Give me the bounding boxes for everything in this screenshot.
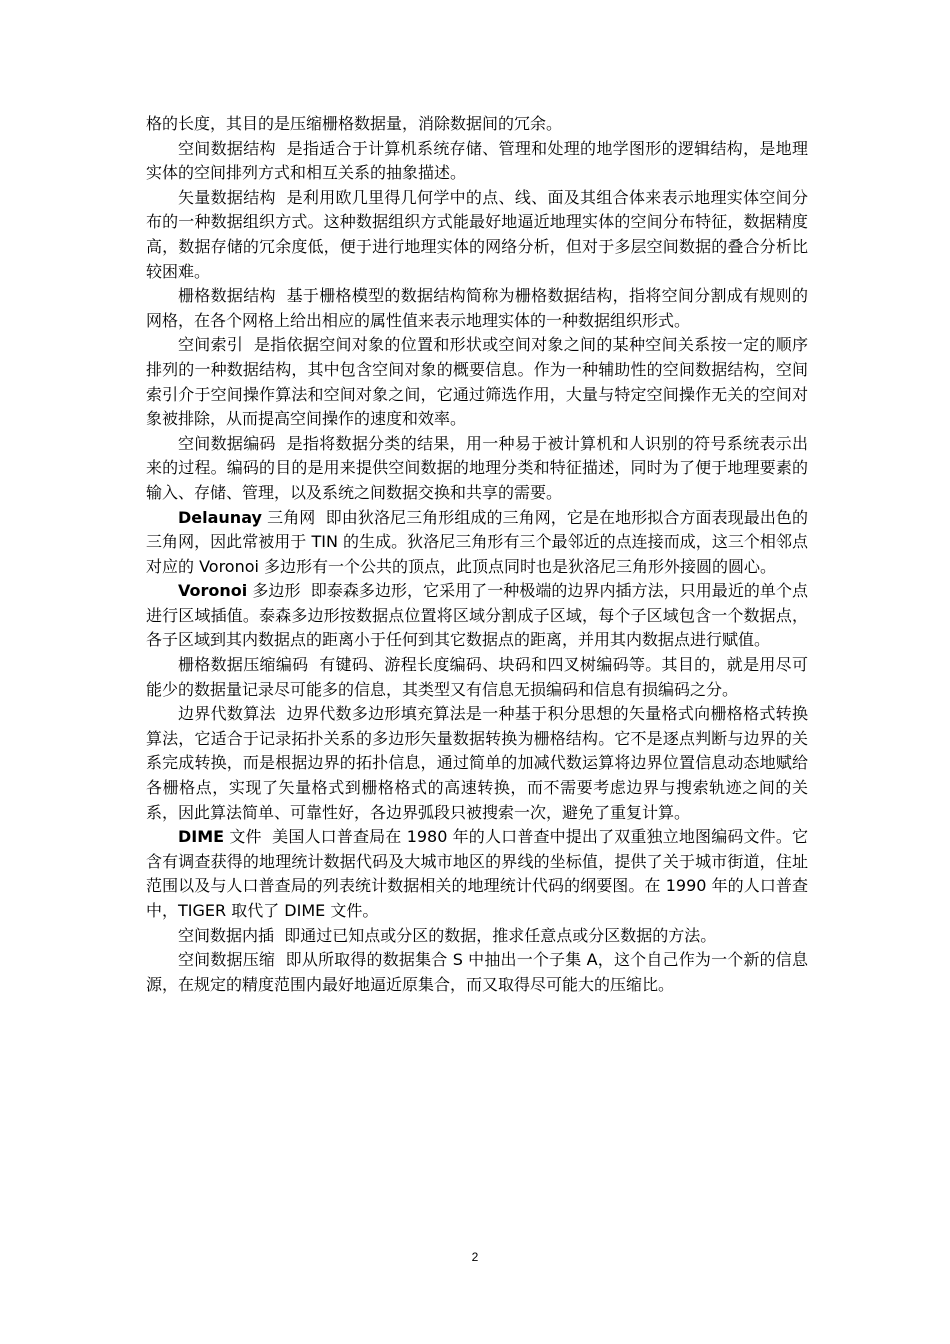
term-voronoi: Voronoi [178, 581, 248, 601]
paragraph-boundary-algebra: 边界代数算法 边界代数多边形填充算法是一种基于积分思想的矢量格式向栅格格式转换算法，它适合于记录拓扑关系的多边形矢量数据转换为栅格结构。它不是逐点判断与边界的关系完成转换，而是根据边界的拓扑信息，通过简单的加减代数运算将边界位置信息动态地赋给各栅格点，实现了矢量格式到栅格格式的高速转换，而不需要考虑边界与搜索轨迹之间的关系，因此算法简单、可靠性好，各边界弧段只被搜索一次，避免了重复计算。 [146, 704, 808, 822]
paragraph-spatial-index: 空间索引 是指依据空间对象的位置和形状或空间对象之间的某种空间关系按一定的顺序排列的一种数据结构，其中包含空间对象的概要信息。作为一种辅助性的空间数据结构，空间索引介于空间操作算法和空间对象之间，它通过筛选作用，大量与特定空间操作无关的空间对象被排除，从而提高空间操作的速度和效率。 [146, 335, 808, 429]
term-dime: DIME [178, 827, 225, 847]
paragraph-raster-compression-coding: 栅格数据压缩编码 有键码、游程长度编码、块码和四叉树编码等。其目的，就是用尽可能少的数据量记录尽可能多的信息，其类型又有信息无损编码和信息有损编码之分。 [146, 655, 808, 699]
term-spatial-data-coding: 空间数据编码 [178, 433, 276, 453]
paragraph-voronoi-polygon: Voronoi 多边形 即泰森多边形，它采用了一种极端的边界内插方法，只用最近的单个点进行区域插值。泰森多边形按数据点位置将区域分割成子区域，每个子区域包含一个数据点，各子区域到其内数据点的距离小于任何到其它数据点的距离，并用其内数据点进行赋值。 [146, 581, 808, 650]
term-voronoi-suffix: 多边形 [252, 581, 301, 601]
document-body [146, 112, 808, 997]
term-dime-suffix: 文件 [229, 827, 262, 847]
paragraph-dime-file: DIME 文件 美国人口普查局在 1980 年的人口普查中提出了双重独立地图编码文件。它含有调查获得的地理统计数据代码及大城市地区的界线的坐标值，提供了关于城市街道，住址范围以及与人口普查局的列表统计数据相关的地理统计代码的纲要图。在 1990 年的人口普查中，TIGER 取代了 DIME 文件。 [146, 827, 808, 920]
term-raster-data-structure: 栅格数据结构 [178, 286, 276, 306]
term-boundary-algebra: 边界代数算法 [178, 704, 276, 724]
paragraph-continuation: 格的长度，其目的是压缩栅格数据量，消除数据间的冗余。 [146, 114, 563, 133]
paragraph-spatial-data-coding: 空间数据编码 是指将数据分类的结果，用一种易于被计算机和人识别的符号系统表示出来的过程。编码的目的是用来提供空间数据的地理分类和特征描述，同时为了便于地理要素的输入、存储、管理，以及系统之间数据交换和共享的需要。 [146, 433, 808, 502]
term-raster-compression-coding: 栅格数据压缩编码 [178, 655, 309, 675]
term-spatial-compression: 空间数据压缩 [178, 950, 276, 970]
paragraph-spatial-interpolation: 空间数据内插 即通过已知点或分区的数据，推求任意点或分区数据的方法。 [178, 925, 717, 945]
term-vector-data-structure: 矢量数据结构 [178, 187, 276, 207]
term-delaunay-suffix: 三角网 [267, 507, 316, 527]
term-spatial-data-structure: 空间数据结构 [178, 138, 276, 158]
term-spatial-index: 空间索引 [178, 335, 244, 355]
paragraph-spatial-data-structure: 空间数据结构 是指适合于计算机系统存储、管理和处理的地学图形的逻辑结构，是地理实体的空间排列方式和相互关系的抽象描述。 [146, 138, 808, 183]
page-number: 2 [471, 1250, 479, 1264]
paragraph-spatial-compression: 空间数据压缩 即从所取得的数据集合 S 中抽出一个子集 A，这个自己作为一个新的信息源，在规定的精度范围内最好地逼近原集合，而又取得尽可能大的压缩比。 [146, 950, 808, 994]
paragraph-vector-data-structure: 矢量数据结构 是利用欧几里得几何学中的点、线、面及其组合体来表示地理实体空间分布的一种数据组织方式。这种数据组织方式能最好地逼近地理实体的空间分布特征，数据精度高，数据存储的冗余度低，便于进行地理实体的网络分析，但对于多层空间数据的叠合分析比较困难。 [146, 187, 808, 281]
paragraph-delaunay-triangulation: Delaunay 三角网 即由狄洛尼三角形组成的三角网，它是在地形拟合方面表现最出色的三角网，因此常被用于 TIN 的生成。狄洛尼三角形有三个最邻近的点连接而成，这三个相邻点对应的 Voronoi 多边形有一个公共的顶点，此顶点同时也是狄洛尼三角形外接圆的圆心。 [146, 507, 808, 576]
term-spatial-interpolation: 空间数据内插 [178, 925, 275, 945]
paragraph-raster-data-structure: 栅格数据结构 基于栅格模型的数据结构简称为栅格数据结构，指将空间分割成有规则的网格，在各个网格上给出相应的属性值来表示地理实体的一种数据组织形式。 [146, 286, 808, 330]
term-delaunay: Delaunay [178, 507, 262, 527]
